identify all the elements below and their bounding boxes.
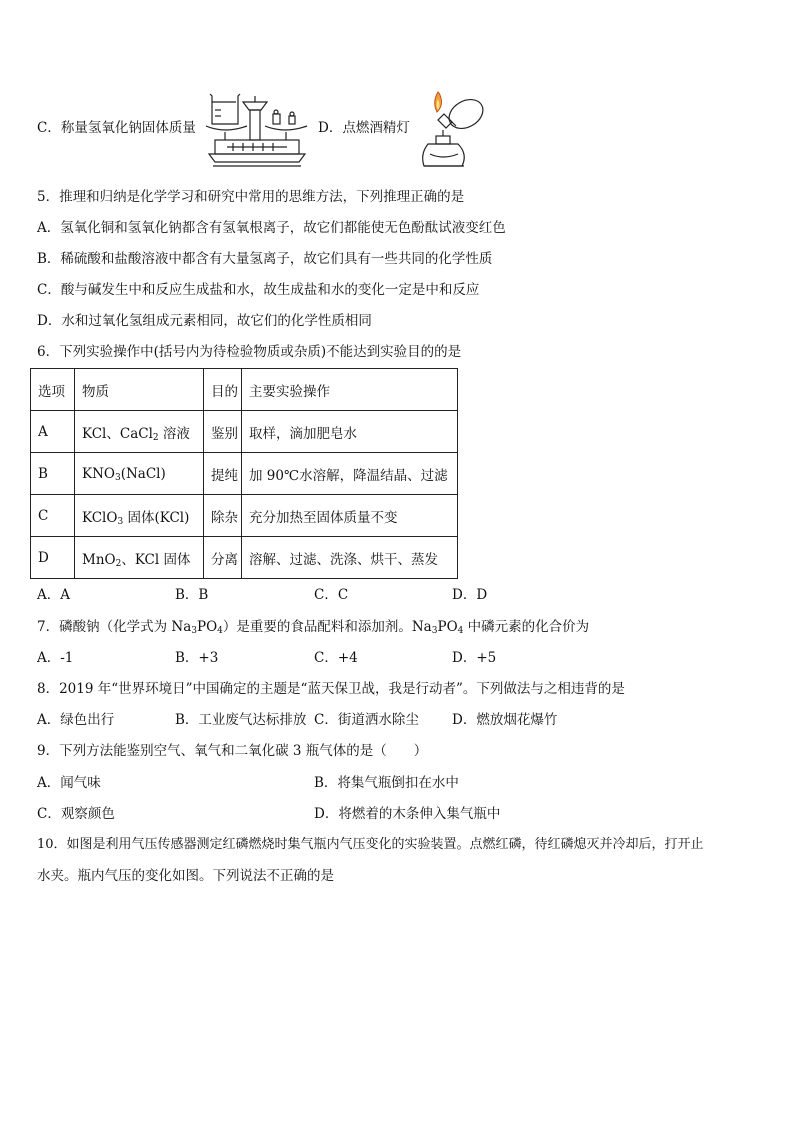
q4-option-c: C．称量氢氧化钠固体质量	[37, 120, 196, 136]
row-operation: 加 90℃水溶解，降温结晶、过滤	[242, 453, 458, 495]
q4-option-d: D．点燃酒精灯	[318, 120, 410, 136]
header-substance: 物质	[75, 369, 204, 411]
row-operation: 溶解、过滤、洗涤、烘干、蒸发	[242, 537, 458, 579]
q5-option-c: C．酸与碱发生中和反应生成盐和水，故生成盐和水的变化一定是中和反应	[37, 282, 480, 298]
table-header-row	[31, 369, 458, 411]
q9-option-d: D．将燃着的木条伸入集气瓶中	[314, 806, 501, 822]
balance-scale-illustration	[203, 88, 311, 173]
q6-experiment-table	[30, 368, 458, 579]
q8-stem: 8．2019 年“世界环境日”中国确定的主题是“蓝天保卫战，我是行动者”。下列做法与之相违背的是	[37, 681, 625, 697]
q6-option-b: B．B	[175, 587, 209, 603]
q7-option-d: D．+5	[452, 650, 497, 666]
row-substance: $KNO_3(NaCl)$	[75, 453, 204, 495]
row-operation: 取样，滴加肥皂水	[242, 411, 458, 453]
q9-option-a: A．闻气味	[37, 775, 101, 791]
row-substance: KCl、CaCl$_2$ 溶液	[75, 411, 204, 453]
q10-stem-line2: 水夹。瓶内气压的变化如图。下列说法不正确的是	[37, 868, 334, 884]
q7-option-a: A．-1	[37, 650, 74, 666]
row-substance: MnO$_2$、KCl 固体	[75, 537, 204, 579]
q5-option-a: A．氢氧化铜和氢氧化钠都含有氢氧根离子，故它们都能使无色酚酞试液变红色	[37, 220, 506, 236]
row-option: A	[31, 411, 75, 453]
q8-option-a: A．绿色出行	[37, 712, 115, 728]
row-option: C	[31, 495, 75, 537]
q7-option-b: B．+3	[175, 650, 219, 666]
q7-stem: 7．磷酸钠（化学式为 $Na_3PO_4$）是重要的食品配料和添加剂。$Na_3PO_4$ 中磷元素的化合价为	[37, 619, 590, 636]
q8-option-c: C．街道洒水除尘	[314, 712, 419, 728]
header-purpose: 目的	[204, 369, 242, 411]
q8-option-b: B．工业废气达标排放	[175, 712, 307, 728]
row-purpose: 鉴别	[204, 411, 242, 453]
q9-stem: 9．下列方法能鉴别空气、氧气和二氧化碳 3 瓶气体的是（ ）	[37, 743, 428, 759]
table-row	[31, 453, 458, 495]
alcohol-lamp-illustration	[410, 84, 492, 176]
q5-option-d: D．水和过氧化氢组成元素相同，故它们的化学性质相同	[37, 313, 372, 329]
header-option: 选项	[31, 369, 75, 411]
row-purpose: 除杂	[204, 495, 242, 537]
header-operation: 主要实验操作	[242, 369, 458, 411]
row-purpose: 提纯	[204, 453, 242, 495]
q6-option-d: D．D	[452, 587, 488, 603]
q7-option-c: C．+4	[314, 650, 358, 666]
q5-stem: 5．推理和归纳是化学学习和研究中常用的思维方法，下列推理正确的是	[37, 189, 465, 205]
row-purpose: 分离	[204, 537, 242, 579]
row-substance: KClO$_3$ 固体(KCl)	[75, 495, 204, 537]
q6-option-c: C．C	[314, 587, 349, 603]
q6-stem: 6．下列实验操作中(括号内为待检验物质或杂质)不能达到实验目的的是	[37, 344, 462, 360]
row-option: D	[31, 537, 75, 579]
q8-option-d: D．燃放烟花爆竹	[452, 712, 558, 728]
table-row	[31, 411, 458, 453]
row-operation: 充分加热至固体质量不变	[242, 495, 458, 537]
table-row	[31, 495, 458, 537]
table-row	[31, 537, 458, 579]
q10-stem-line1: 10．如图是利用气压传感器测定红磷燃烧时集气瓶内气压变化的实验装置。点燃红磷，待红磷熄灭并冷却后，打开止	[37, 837, 704, 852]
q9-option-b: B．将集气瓶倒扣在水中	[314, 775, 459, 791]
q6-option-a: A．A	[37, 587, 70, 603]
row-option: B	[31, 453, 75, 495]
q9-option-c: C．观察颜色	[37, 806, 115, 822]
q5-option-b: B．稀硫酸和盐酸溶液中都含有大量氢离子，故它们具有一些共同的化学性质	[37, 251, 493, 267]
